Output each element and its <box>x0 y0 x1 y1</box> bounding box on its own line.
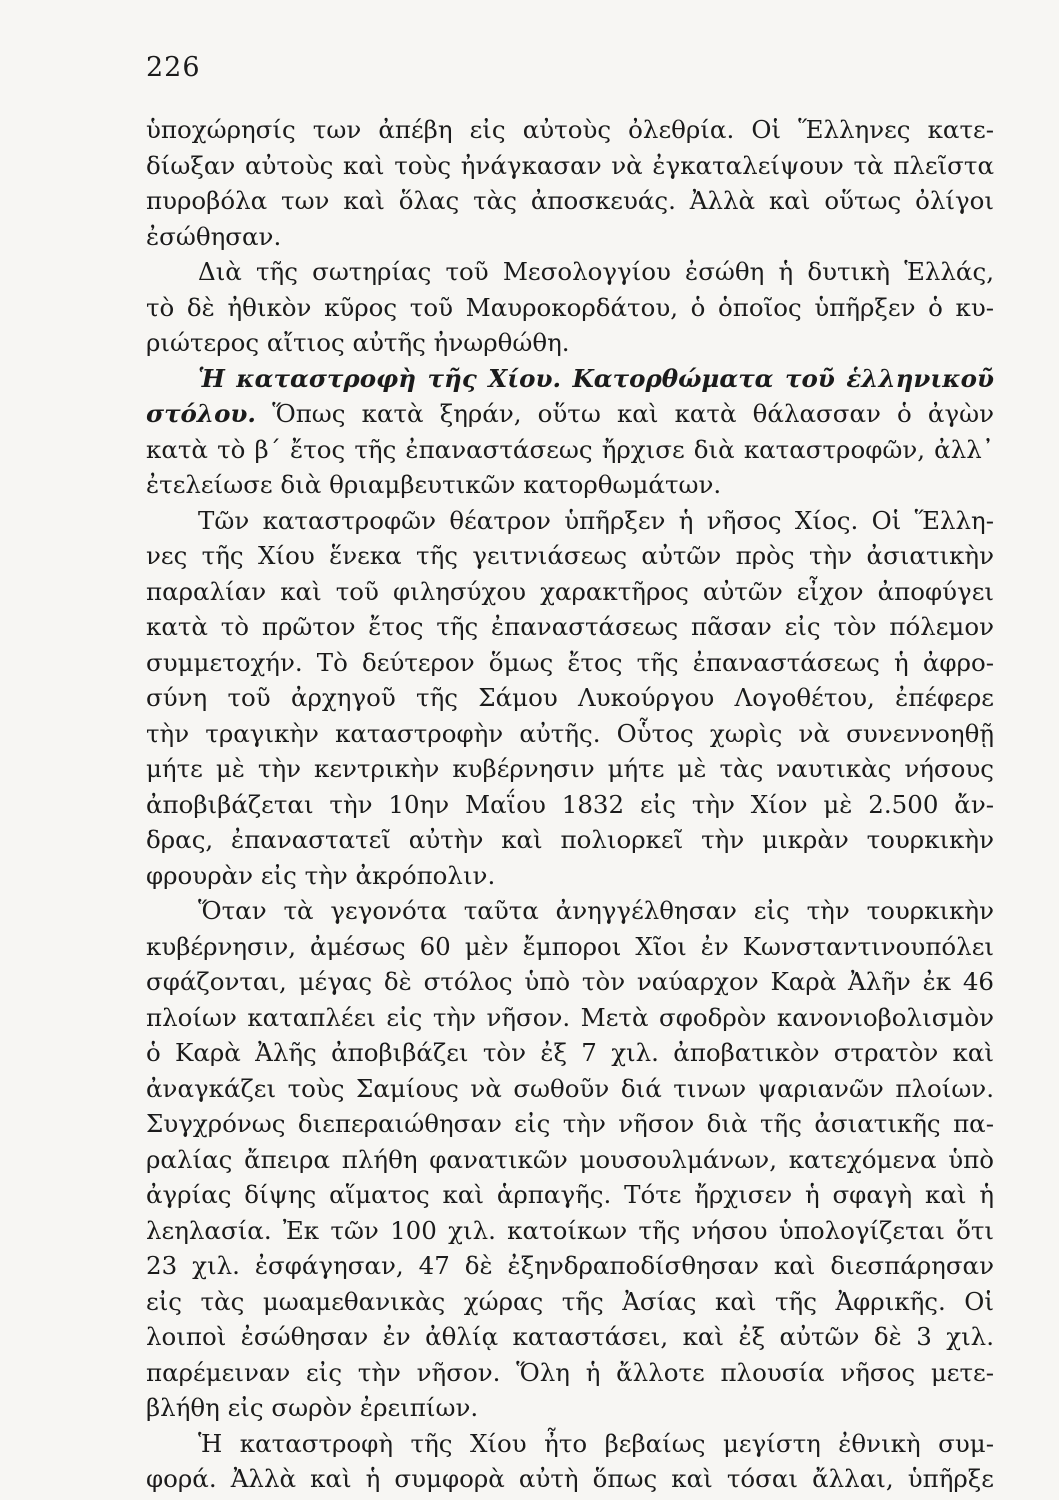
line-text: 23 χιλ. ἐσφάγησαν, 47 δὲ ἐξηνδραποδίσθησαν καὶ διεσπάρησαν <box>146 1251 994 1280</box>
text-line <box>146 1319 994 1355</box>
line-text: Ὅταν τὰ γεγονότα ταῦτα ἀνηγγέλθησαν εἰς τὴν τουρκικὴν <box>198 896 994 925</box>
text-line <box>146 148 994 184</box>
text-line <box>146 751 994 787</box>
line-text: Διὰ τῆς σωτηρίας τοῦ Μεσολογγίου ἐσώθη ἡ δυτικὴ Ἑλλάς, <box>198 257 994 286</box>
line-text: παρέμειναν εἰς τὴν νῆσον. Ὅλη ἡ ἄλλοτε πλουσία νῆσος μετε- <box>146 1357 994 1387</box>
text-line <box>146 716 994 752</box>
body-text <box>146 112 994 1497</box>
text-line <box>146 1426 994 1462</box>
text-line <box>146 361 994 397</box>
line-text: Ἡ καταστροφὴ τῆς Χίου ἦτο βεβαίως μεγίστη ἐθνικὴ συμ- <box>198 1428 994 1458</box>
line-text: ἐτελείωσε διὰ θριαμβευτικῶν κατορθωμάτων. <box>146 470 722 499</box>
text-line <box>146 1390 994 1426</box>
text-line <box>146 893 994 929</box>
text-line <box>146 219 994 255</box>
line-text: ραλίας ἄπειρα πλήθη φανατικῶν μουσουλμάνων, κατεχόμενα ὑπὸ <box>146 1144 994 1174</box>
text-line <box>146 680 994 716</box>
page-number: 226 <box>146 52 201 83</box>
line-text: ἀποβιβάζεται τὴν 10ην Μαΐου 1832 εἰς τὴν Χίον μὲ 2.500 ἄν- <box>146 789 994 819</box>
line-text: σφάζονται, μέγας δὲ στόλος ὑπὸ τὸν ναύαρχον Καρὰ Ἀλῆν ἐκ 46 <box>146 967 994 996</box>
line-text: μήτε μὲ τὴν κεντρικὴν κυβέρνησιν μήτε μὲ τὰς ναυτικὰς νήσους <box>146 754 994 783</box>
text-line <box>146 858 994 894</box>
text-line <box>146 787 994 823</box>
text-line <box>146 1142 994 1178</box>
text-line <box>146 503 994 539</box>
line-text: φρουρὰν εἰς τὴν ἀκρόπολιν. <box>146 860 496 890</box>
line-text: κυβέρνησιν, ἀμέσως 60 μὲν ἔμποροι Χῖοι ἐν Κωνσταντινουπόλει <box>146 931 994 961</box>
line-text: τὸ δὲ ἠθικὸν κῦρος τοῦ Μαυροκορδάτου, ὁ ὁποῖος ὑπῆρξεν ὁ κυ- <box>146 292 994 322</box>
text-line <box>146 1000 994 1036</box>
text-line <box>146 1177 994 1213</box>
line-text: ὑποχώρησίς των ἀπέβη εἰς αὐτοὺς ὀλεθρία. Οἱ Ἕλληνες κατε- <box>146 115 994 144</box>
text-line <box>146 1071 994 1107</box>
section-heading-text: Ἡ καταστροφὴ τῆς Χίου. Κατορθώματα τοῦ ἑλληνικοῦ <box>198 363 994 393</box>
text-line <box>146 183 994 219</box>
line-text: λεηλασία. Ἐκ τῶν 100 χιλ. κατοίκων τῆς νήσου ὑπολογίζεται ὅτι <box>146 1215 994 1245</box>
text-line <box>146 1035 994 1071</box>
line-text: βλήθη εἰς σωρὸν ἐρειπίων. <box>146 1393 479 1422</box>
text-line <box>146 467 994 503</box>
text-line <box>146 609 994 645</box>
text-line <box>146 929 994 965</box>
section-heading-text: στόλου. <box>146 399 256 428</box>
text-line <box>146 1284 994 1320</box>
line-text: ὁ Καρὰ Ἀλῆς ἀποβιβάζει τὸν ἐξ 7 χιλ. ἀποβατικὸν στρατὸν καὶ <box>146 1038 994 1067</box>
line-text: λοιποὶ ἐσώθησαν ἐν ἀθλίᾳ καταστάσει, καὶ ἐξ αὐτῶν δὲ 3 χιλ. <box>146 1322 994 1351</box>
line-text: ἐσώθησαν. <box>146 221 282 251</box>
line-text: ἀναγκάζει τοὺς Σαμίους νὰ σωθοῦν διά τινων ψαριανῶν πλοίων. <box>146 1073 994 1103</box>
text-line <box>146 112 994 148</box>
line-text: Ὅπως κατὰ ξηράν, οὕτω καὶ κατὰ θάλασσαν ὁ ἀγὼν <box>255 399 994 428</box>
line-text: νες τῆς Χίου ἕνεκα τῆς γειτνιάσεως αὐτῶν πρὸς τὴν ἀσιατικὴν <box>146 541 994 570</box>
line-text: Συγχρόνως διεπεραιώθησαν εἰς τὴν νῆσον διὰ τῆς ἀσιατικῆς πα- <box>146 1109 994 1138</box>
line-text: ριώτερος αἴτιος αὐτῆς ἠνωρθώθη. <box>146 328 570 357</box>
text-line <box>146 574 994 610</box>
text-line <box>146 1106 994 1142</box>
line-text: φορά. Ἀλλὰ καὶ ἡ συμφορὰ αὐτὴ ὅπως καὶ τόσαι ἄλλαι, ὑπῆρξε <box>146 1464 994 1493</box>
text-line <box>146 1213 994 1249</box>
line-text: κατὰ τὸ β΄ ἔτος τῆς ἐπαναστάσεως ἤρχισε διὰ καταστροφῶν, ἀλλ᾽ <box>146 434 994 464</box>
text-line <box>146 290 994 326</box>
line-text: κατὰ τὸ πρῶτον ἔτος τῆς ἐπαναστάσεως πᾶσαν εἰς τὸν πόλεμον <box>146 612 994 641</box>
text-line <box>146 1355 994 1391</box>
line-text: πυροβόλα των καὶ ὅλας τὰς ἀποσκευάς. Ἀλλὰ καὶ οὕτως ὀλίγοι <box>146 186 994 215</box>
text-line <box>146 1461 994 1497</box>
line-text: Τῶν καταστροφῶν θέατρον ὑπῆρξεν ἡ νῆσος Χίος. Οἱ Ἕλλη- <box>198 505 994 535</box>
text-line <box>146 396 994 432</box>
line-text: συμμετοχήν. Τὸ δεύτερον ὅμως ἔτος τῆς ἐπαναστάσεως ἡ ἀφρο- <box>146 647 994 677</box>
text-line <box>146 538 994 574</box>
line-text: δίωξαν αὐτοὺς καὶ τοὺς ἠνάγκασαν νὰ ἐγκαταλείψουν τὰ πλεῖστα <box>146 150 994 180</box>
text-line <box>146 325 994 361</box>
text-line <box>146 1248 994 1284</box>
line-text: σύνη τοῦ ἀρχηγοῦ τῆς Σάμου Λυκούργου Λογοθέτου, ἐπέφερε <box>146 683 994 712</box>
text-line <box>146 822 994 858</box>
text-line <box>146 645 994 681</box>
line-text: δρας, ἐπαναστατεῖ αὐτὴν καὶ πολιορκεῖ τὴν μικρὰν τουρκικὴν <box>146 825 994 854</box>
text-line <box>146 432 994 468</box>
line-text: παραλίαν καὶ τοῦ φιλησύχου χαρακτῆρος αὐτῶν εἶχον ἀποφύγει <box>146 576 994 606</box>
line-text: τὴν τραγικὴν καταστροφὴν αὐτῆς. Οὗτος χωρὶς νὰ συνεννοηθῇ <box>146 718 994 748</box>
text-line <box>146 254 994 290</box>
line-text: εἰς τὰς μωαμεθανικὰς χώρας τῆς Ἀσίας καὶ τῆς Ἀφρικῆς. Οἱ <box>146 1286 994 1316</box>
line-text: πλοίων καταπλέει εἰς τὴν νῆσον. Μετὰ σφοδρὸν κανονιοβολισμὸν <box>146 1002 994 1032</box>
text-line <box>146 964 994 1000</box>
line-text: ἀγρίας δίψης αἵματος καὶ ἁρπαγῆς. Τότε ἤρχισεν ἡ σφαγὴ καὶ ἡ <box>146 1180 994 1209</box>
